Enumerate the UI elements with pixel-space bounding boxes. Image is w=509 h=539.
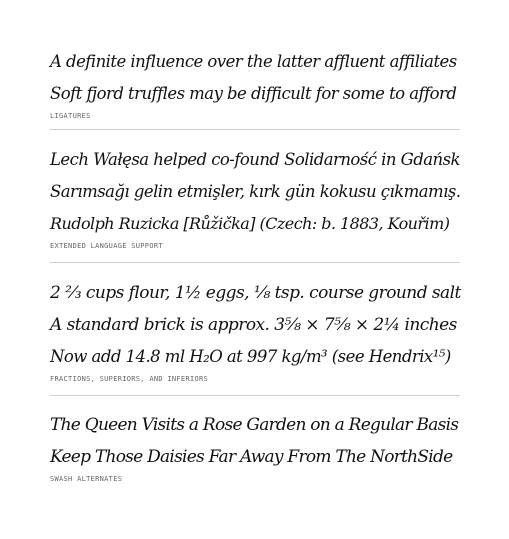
section-divider <box>50 395 460 396</box>
section-divider <box>50 129 460 130</box>
fractions-sample-line-3: Now add 14.8 ml H₂O at 997 kg/m³ (see Hendrix¹⁵) <box>50 347 451 366</box>
swash-alternates-section <box>50 409 460 484</box>
swash-alternates-caption: SWASH ALTERNATES <box>50 475 123 483</box>
swash-sample-line-1: The Queen Visits a Rose Garden on a Regular Basis <box>50 415 459 435</box>
swash-sample-line-2: Keep Those Daisies Far Away From The NorthSide <box>50 447 453 467</box>
fractions-sample-line-2: A standard brick is approx. 3⅝ × 7⅝ × 2¼ inches <box>50 315 457 335</box>
fractions-caption: FRACTIONS, SUPERIORS, AND INFERIORS <box>50 375 209 383</box>
extended-language-caption: EXTENDED LANGUAGE SUPPORT <box>50 242 163 250</box>
ligatures-sample-line-2: Soft fjord truffles may be difficult for some to afford <box>50 84 457 103</box>
fractions-sample-line-1: 2 ⅔ cups flour, 1½ eggs, ⅛ tsp. course ground salt <box>50 283 461 303</box>
ligatures-sample-line-1: A definite influence over the latter affluent affiliates <box>50 52 457 71</box>
ligatures-caption: LIGATURES <box>50 112 91 120</box>
extended-language-sample-line-1: Lech Wałęsa helped co-found Solidarność in Gdańsk <box>50 150 460 169</box>
extended-language-sample-line-3: Rudolph Ruzicka [Růžička] (Czech: b. 1883, Kouřim) <box>50 214 450 233</box>
extended-language-sample-line-2: Sarımsağı gelin etmişler, kırk gün kokusu çıkmamış. <box>50 182 461 201</box>
extended-language-section <box>50 144 460 251</box>
section-divider <box>50 262 460 263</box>
ligatures-section <box>50 46 460 121</box>
fractions-section <box>50 277 460 384</box>
